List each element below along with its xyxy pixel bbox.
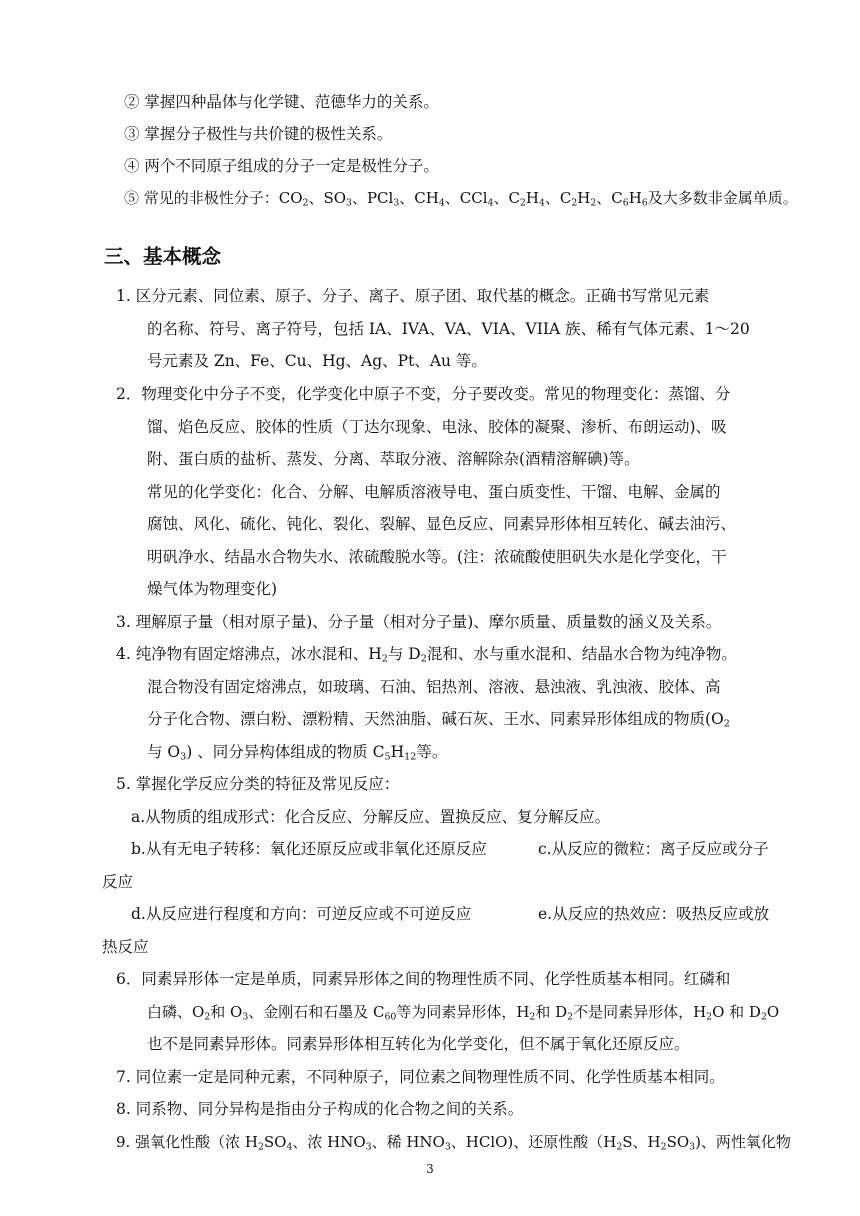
section-heading: 三、基本概念	[104, 245, 222, 268]
item-5-line-1: 5. 掌握化学反应分类的特征及常见反应：	[116, 775, 400, 793]
item-6-line-3: 也不是同素异形体。同素异形体相互转化为化学变化，但不属于氧化还原反应。	[147, 1035, 690, 1053]
list-item-4: ④ 两个不同原子组成的分子一定是极性分子。	[124, 157, 439, 175]
item-4-line-3: 分子化合物、漂白粉、漂粉精、天然油脂、碱石灰、王水、同素异形体组成的物质($O_2$	[147, 710, 730, 730]
item-5-e-continued: 热反应	[102, 938, 149, 956]
item-2-line-6: 明矾净水、结晶水合物失水、浓硫酸脱水等。(注：浓硫酸使胆矾失水是化学变化，干	[147, 548, 727, 566]
item-6-line-2: 白磷、$O_2$和 $O_3$、金刚石和石墨及 $C_{60}$等为同素异形体，$H_2$和 $D_2$不是同素异形体，$H_2O$ 和 $D_2O$	[147, 1003, 780, 1023]
item-2-line-2: 馏、焰色反应、胶体的性质（丁达尔现象、电泳、胶体的凝聚、渗析、布朗运动)、吸	[147, 418, 727, 436]
item-4-line-4: 与 $O_3$) 、同分异构体组成的物质 $C_5H_{12}$等。	[147, 743, 448, 763]
list-item-5: ⑤ 常见的非极性分子：$CO_2$、$SO_3$、PCl$_3$、$CH_4$、CCl$_4$、$C_2H_4$、$C_2H_2$、$C_6H_6$及大多数非金属单质。	[124, 189, 798, 209]
item-2-line-3: 附、蛋白质的盐析、蒸发、分离、萃取分液、溶解除杂(酒精溶解碘)等。	[147, 450, 640, 468]
list-item-3: ③ 掌握分子极性与共价键的极性关系。	[124, 125, 393, 143]
item-3-line-1: 3. 理解原子量（相对原子量)、分子量（相对分子量)、摩尔质量、质量数的涵义及关系。	[116, 613, 722, 631]
item-7-line-1: 7. 同位素一定是同种元素，不同种原子，同位素之间物理性质不同、化学性质基本相同。	[116, 1068, 725, 1086]
item-5-b: b.从有无电子转移：氧化还原反应或非氧化还原反应	[131, 840, 487, 858]
item-2-line-4: 常见的化学变化：化合、分解、电解质溶液导电、蛋白质变性、干馏、电解、金属的	[147, 483, 721, 501]
item-6-line-1: 6．同素异形体一定是单质，同素异形体之间的物理性质不同、化学性质基本相同。红磷和	[116, 970, 731, 988]
item-5-e: e.从反应的热效应：吸热反应或放	[538, 905, 770, 923]
item-5-a: a.从物质的组成形式：化合反应、分解反应、置换反应、复分解反应。	[131, 808, 611, 826]
item-2-line-7: 燥气体为物理变化)	[147, 580, 278, 598]
item-5-c: c.从反应的微粒：离子反应或分子	[538, 840, 769, 858]
item-4-line-1: 4. 纯净物有固定熔沸点，冰水混和、$H_2$与 $D_2$混和、水与重水混和、结晶水合物为纯净物。	[116, 645, 737, 665]
item-1-line-3: 号元素及 Zn、Fe、Cu、Hg、Ag、Pt、Au 等。	[147, 352, 487, 370]
list-item-2: ② 掌握四种晶体与化学键、范德华力的关系。	[124, 93, 439, 111]
item-8-line-1: 8. 同系物、同分异构是指由分子构成的化合物之间的关系。	[116, 1100, 524, 1118]
item-2-line-5: 腐蚀、风化、硫化、钝化、裂化、裂解、显色反应、同素异形体相互转化、碱去油污、	[147, 515, 737, 533]
page-number: 3	[426, 1162, 434, 1176]
item-1-line-2: 的名称、符号、离子符号，包括 IA、IVA、VA、VIA、VIIA 族、稀有气体元素、1～20	[147, 320, 750, 338]
item-4-line-2: 混合物没有固定熔沸点，如玻璃、石油、铝热剂、溶液、悬浊液、乳浊液、胶体、高	[147, 678, 721, 696]
item-5-d: d.从反应进行程度和方向：可逆反应或不可逆反应	[131, 905, 472, 923]
item-1-line-1: 1. 区分元素、同位素、原子、分子、离子、原子团、取代基的概念。正确书写常见元素	[116, 287, 710, 305]
item-5-c-continued: 反应	[102, 873, 134, 891]
item-2-line-1: 2．物理变化中分子不变，化学变化中原子不变，分子要改变。常见的物理变化：蒸馏、分	[116, 385, 731, 403]
item-9-line-1: 9. 强氧化性酸（浓 $H_2SO_4$、浓 $HNO_3$、稀 $HNO_3$、HClO)、还原性酸（$H_2S$、$H_2SO_3$)、两性氧化物	[116, 1133, 791, 1153]
